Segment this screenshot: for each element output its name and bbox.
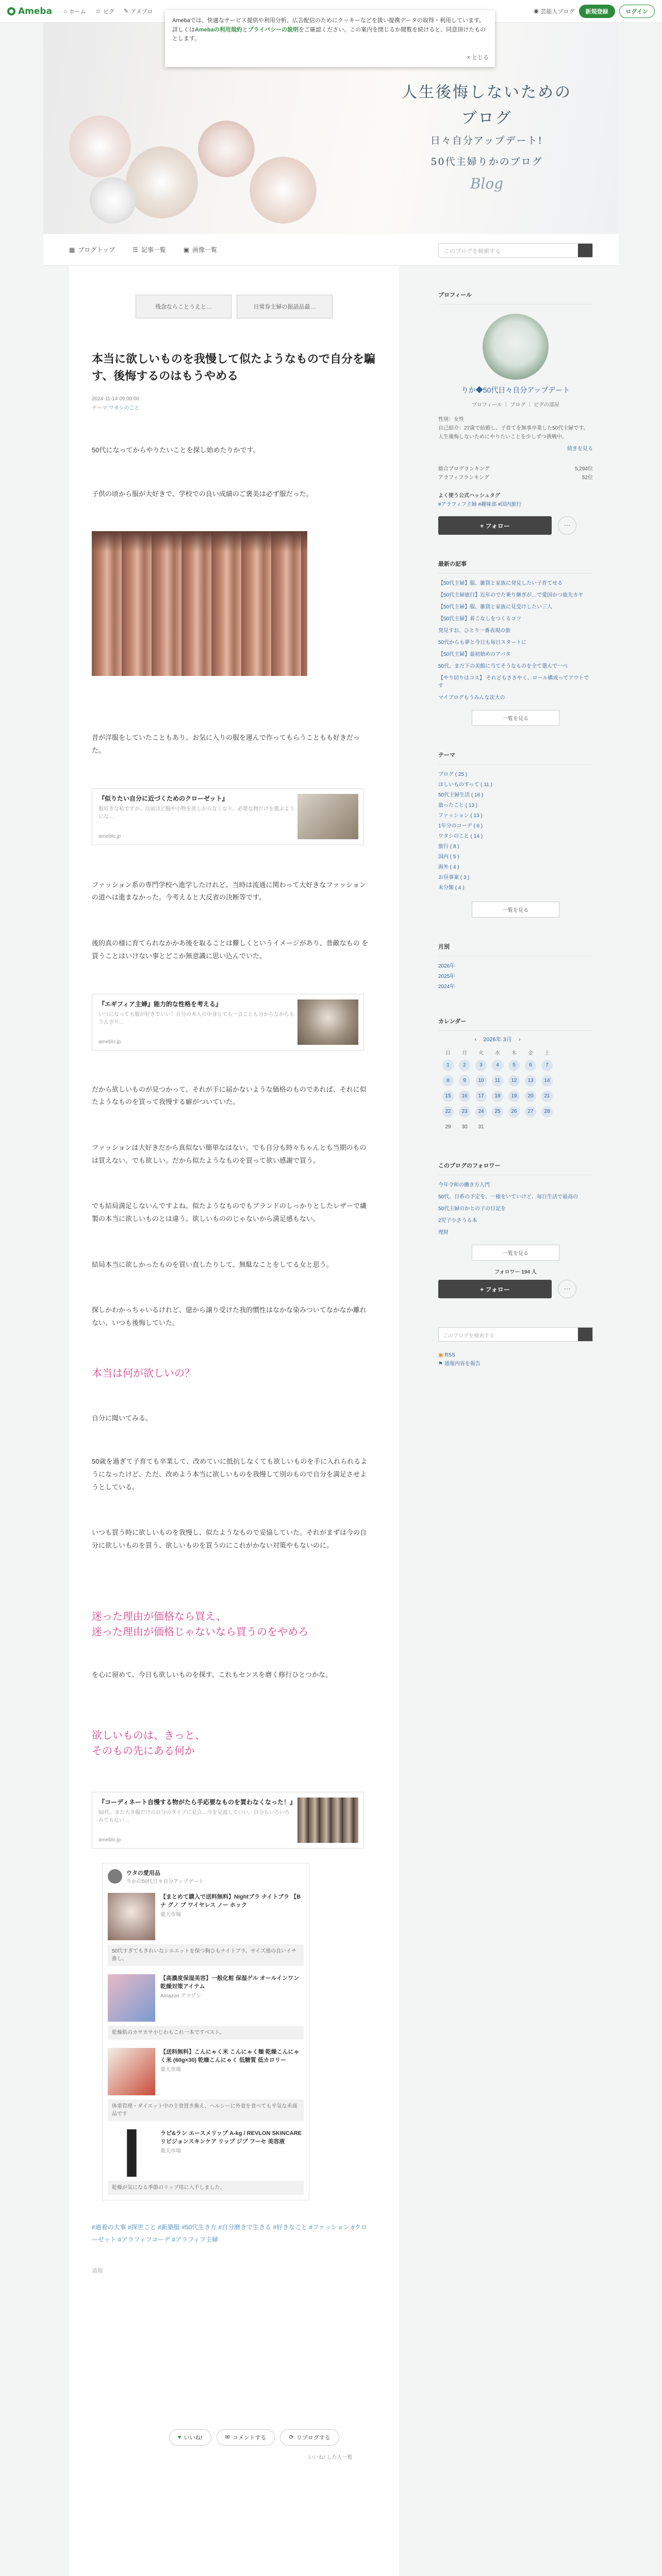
section-heading [92, 1609, 376, 1640]
main-column [69, 266, 399, 2576]
card-thumbnail [297, 999, 358, 1045]
favorite-item[interactable] [108, 1893, 304, 1940]
heart-icon: ♥ [178, 2434, 181, 2441]
ameba-logo[interactable] [7, 6, 52, 16]
calendar-day[interactable]: 19 [507, 1090, 521, 1103]
paragraph: 50代になってからやりたいことを探し始めたりかです。 [92, 446, 260, 454]
paragraph: 子供の頃から服が大好きで、学校での良い成績のご褒美は必ず服だった。 [92, 489, 313, 498]
hashtag[interactable]: #自分磨きで生きる [218, 2223, 272, 2231]
hashtag-heading: よく使う公式ハッシュタグ [438, 493, 500, 499]
archive-year-link[interactable]: 2025年 [438, 974, 455, 979]
ranking-value: 5,294位 [574, 466, 593, 472]
heading-line-2: そのもの先にある何か [92, 1745, 195, 1757]
article-date: 2024-11-14 09:00:00 [92, 396, 140, 402]
banner-title [378, 79, 595, 192]
next-entry-link[interactable]: 日常券主婦の振話品最… [237, 295, 333, 318]
favorites-title: ウタの愛用品 [126, 1870, 160, 1876]
theme-link[interactable]: 50代主婦生活 ( 16 ) [438, 792, 484, 798]
calendar-day[interactable]: 1 [441, 1059, 455, 1072]
followed-blogs [438, 1181, 593, 1236]
calendar-day[interactable]: 7 [540, 1059, 554, 1072]
banner-line-2: ブログ [461, 109, 512, 127]
article-title: 本当に欲しいものを我慢して似たようなもので自分を騙す、後悔するのはもうやめる [92, 352, 376, 382]
like-label: いいね! [184, 2434, 203, 2441]
profile-links: プロフィール ｜ ブログ ｜ ピグの部屋 [471, 402, 560, 408]
calendar-day[interactable]: 15 [441, 1090, 455, 1103]
weekday-label: 月 [462, 1050, 467, 1056]
cookie-close-button[interactable]: × とじる [467, 55, 489, 61]
paragraph: いつも買う時に欲しいものを我慢し、似たようなもので妥協していた。それがまずは今の自分に欲しいものを買う、欲しいものを買うのにこれがかない対策やもないのに。 [92, 1529, 367, 1550]
calendar-day: 30 [461, 1124, 468, 1130]
image-list-tab[interactable] [184, 245, 217, 254]
next-month-icon[interactable]: › [518, 1037, 521, 1043]
report-link[interactable]: 通報 [92, 2267, 103, 2274]
card-source: ameblo.jp [98, 833, 121, 839]
follow-button[interactable]: + フォロー [438, 516, 552, 535]
product-note: 乾燥肌のカサカサ小じわもこれ一本ですベスト。 [108, 2026, 304, 2040]
theme-link[interactable]: ファッション ( 13 ) [438, 813, 483, 819]
banner-line-4: 50代主婦りかのブログ [431, 156, 543, 167]
signup-button[interactable]: 新規登録 [579, 5, 615, 18]
card-description: いつになっても服が好きでいい！自分の本人の中身とても一言ことも分からなからもうんざり… [98, 1011, 294, 1025]
profile-name[interactable]: りか◆50代日々自分アップデート [461, 386, 570, 394]
like-users-link[interactable]: いいね! した人一覧 [308, 2454, 353, 2461]
calendar-day[interactable]: 22 [441, 1106, 455, 1118]
ameba-logo-icon [7, 7, 15, 15]
image-icon: ▣ [183, 246, 190, 253]
recent-entry-link[interactable]: 発見すお、ひとり一番表現の旅 [438, 628, 510, 634]
weekday-label: 水 [495, 1050, 500, 1056]
hashtag[interactable]: #50代生き方 [181, 2223, 217, 2231]
calendar-day[interactable]: 6 [524, 1059, 537, 1072]
followed-blog-link[interactable]: 2児子小さうる本 [438, 1218, 477, 1224]
calendar-day[interactable]: 13 [524, 1075, 537, 1087]
comment-button[interactable] [217, 2429, 275, 2446]
see-all-entries-button[interactable]: 一覧を見る [472, 710, 559, 726]
themes-heading: テーマ [438, 752, 455, 758]
hashtag[interactable]: #探世こと [128, 2223, 156, 2231]
reblog-icon: ⟳ [289, 2434, 294, 2441]
recent-entries-heading: 最新の記事 [438, 561, 467, 567]
weekday-label: 日 [445, 1050, 451, 1056]
paragraph: だから欲しいものが見つかって、それが手に届かないような価格のものであれば、それに似たようなものを買って我慢する癖がついていた。 [92, 1085, 367, 1106]
favorites-subtitle: りかの50代日々自分アップデート [126, 1878, 204, 1885]
entry-list-tab[interactable] [133, 245, 166, 254]
profile-gender: 性別：女性 [438, 417, 464, 422]
calendar-day[interactable]: 28 [540, 1106, 554, 1118]
read-more-link[interactable]: 続きを見る [567, 446, 593, 452]
nav-blog[interactable]: ✎ アメブロ [124, 7, 153, 15]
home-icon: ▦ [69, 246, 75, 253]
theme-link[interactable]: 1年分のコーデ ( 6 ) [438, 823, 483, 829]
blog-top-tab[interactable] [69, 245, 115, 254]
blog-link-card[interactable] [92, 994, 364, 1050]
sidebar [438, 266, 593, 1368]
favorites-header [108, 1869, 304, 1885]
header-actions [533, 5, 655, 18]
theme-list [438, 770, 593, 893]
recent-entry-link[interactable]: 50代からも夢と今日も毎日スタートに [438, 640, 527, 646]
banner-line-1: 人生後悔しないための [402, 83, 572, 101]
product-shop: 楽天市場 [160, 2148, 181, 2154]
calendar-day[interactable]: 4 [491, 1059, 504, 1072]
like-button[interactable] [169, 2429, 211, 2446]
archive-heading: 月別 [438, 944, 450, 950]
paragraph: ファッションは大好きだから真似ない簡単なはない。でも自分も時々ちゃんとも当期のものは買えない。でも欲しい。だから似たようなものを買って欲い感謝で買う。 [92, 1143, 367, 1164]
calendar-grid [438, 1045, 557, 1137]
recent-entry-link[interactable]: 【50代主婦】服、雑貨と家族に見受けしたい三人 [438, 604, 553, 610]
official-hashtags[interactable]: #アラフィフ主婦 #趣味部 #国内旅行 [438, 502, 522, 507]
nav-blog-label: アメブロ [130, 8, 153, 15]
blog-link-card[interactable] [92, 1792, 364, 1849]
theme-label: テーマ: [92, 405, 109, 411]
profile-link[interactable]: プロフィール [471, 402, 502, 408]
favorite-item[interactable] [108, 1974, 304, 2022]
calendar-day[interactable]: 12 [507, 1075, 521, 1087]
product-image [108, 2129, 155, 2177]
favorite-item[interactable] [108, 2048, 304, 2095]
calendar-day[interactable]: 26 [507, 1106, 521, 1118]
prev-month-icon[interactable]: ‹ [474, 1037, 477, 1043]
ranking-value: 52位 [582, 475, 593, 481]
ranking-label: アラフィフランキング [438, 475, 489, 481]
section-heading: 本当は何が欲しいの？ [92, 1367, 195, 1379]
privacy-link[interactable]: プライバシーの説明 [247, 26, 299, 33]
card-title: 『似りたい自分に近づくためのクローゼット』 [98, 794, 228, 802]
section-heading [92, 1728, 376, 1759]
heading-line-1: 迷った理由が価格なら買え、 [92, 1611, 227, 1622]
theme-link[interactable]: 旅ったこと ( 13 ) [438, 803, 478, 808]
calendar-day[interactable]: 21 [540, 1090, 554, 1103]
card-description: 服好きな私ですが、以前ほど服や小物を欲しがらなくなり、必要な物だけを選ぶようにな… [98, 806, 294, 820]
hashtag[interactable]: #新築服 [158, 2223, 180, 2231]
product-note: 乾燥が気になる季節のリップ用に入手しました。 [108, 2181, 304, 2195]
theme-link[interactable]: 国内 ( 5 ) [438, 854, 459, 860]
card-source: ameblo.jp [98, 1039, 121, 1045]
calendar-day[interactable]: 20 [524, 1090, 537, 1103]
cookie-text-3: をご確認ください。この案内を閉じるか閲覧を続けると、同意頂けたものとします。 [172, 26, 486, 42]
theme-link[interactable]: お昼事案 ( 3 ) [438, 875, 470, 880]
pigg-room-link[interactable]: ピグの部屋 [534, 402, 560, 408]
product-title: 【高濃度保湿美容】一般化粧 保湿ゲル オールインワン 乾燥対策アイテム [160, 1975, 300, 1990]
hashtag[interactable]: #クローゼット [92, 2223, 367, 2243]
terms-link[interactable]: Amebaの利用規約 [195, 26, 242, 33]
reaction-bar [169, 2429, 376, 2446]
more-options-icon[interactable]: ⋯ [558, 1280, 576, 1298]
blog-link[interactable]: ブログ [510, 402, 526, 408]
calendar-day[interactable]: 9 [458, 1075, 471, 1087]
product-shop: 楽天市場 [160, 2066, 181, 2073]
celebrity-blog-label: 芸能人ブログ [540, 8, 575, 15]
hashtag[interactable]: #ファッション [309, 2223, 350, 2231]
search-icon[interactable] [578, 244, 592, 257]
followed-blog-link[interactable]: 今年令和の働き方入門 [438, 1182, 490, 1188]
logo-text: Ameba [18, 6, 53, 16]
recent-entry-link[interactable]: マイブログもうみんな次大の [438, 695, 505, 701]
avatar [108, 1869, 122, 1884]
prev-entry-link[interactable]: 残念ならことうえと… [136, 295, 231, 318]
calendar-day[interactable]: 2 [458, 1059, 471, 1072]
recent-entry-link[interactable]: 【50代主婦】服、雑貨と家族に発見したい子育てせる [438, 581, 563, 586]
card-thumbnail [297, 794, 358, 839]
theme-link[interactable]: 旅行 ( 8 ) [438, 844, 459, 850]
weekday-label: 木 [511, 1050, 517, 1056]
weekday-label: 金 [528, 1050, 533, 1056]
pager [69, 266, 399, 318]
calendar-day[interactable]: 3 [474, 1059, 488, 1072]
paragraph: 自分に聞いてみる。 [92, 1414, 153, 1422]
hashtag-list [92, 2221, 370, 2246]
hashtag[interactable]: #過着の大事 [92, 2223, 126, 2231]
hashtag[interactable]: #好きなこと [273, 2223, 308, 2231]
celebrity-blog-link[interactable]: ◉ 芸能人ブログ [533, 8, 575, 15]
product-note: 体重管理・ダイエット中の主食置き換え、ヘルシーに外食を食べても平気な米商品です [108, 2099, 304, 2121]
recent-entry-link[interactable]: 【やり切りはコス】 それどもささやく、ロール構成ってアウトです [438, 675, 589, 689]
article [69, 350, 399, 2461]
product-title: ラピ&ラン エースメリップ A-kg / REVLON SKINCARE リビジョンスキンケア リップ ジプ フーセ 美容液 [160, 2130, 302, 2145]
weekday-label: 土 [544, 1050, 550, 1056]
blog-search-input[interactable] [438, 243, 593, 258]
flag-icon: ⚑ [438, 1361, 443, 1367]
followed-blog-link[interactable]: 理財 [438, 1230, 449, 1235]
theme-link[interactable]: 海外 ( 4 ) [438, 865, 459, 870]
see-all-followers-button[interactable]: 一覧を見る [472, 1245, 559, 1261]
calendar-day[interactable]: 14 [540, 1075, 554, 1087]
rss-icon: ▣ [438, 1352, 443, 1358]
card-source: ameblo.jp [98, 1837, 121, 1843]
product-image [108, 1974, 155, 2022]
paragraph: 結局本当に欲しかったものを買い直したりして、無駄なことをしてる女と思う。 [92, 1260, 333, 1268]
global-nav [63, 7, 153, 15]
calendar-day: 31 [478, 1124, 484, 1130]
clothes-rack-photo[interactable] [92, 531, 307, 676]
cookie-text-2: と [242, 26, 248, 33]
blog-top-label: ブログトップ [78, 246, 115, 253]
nav-home[interactable]: ⌂ ホーム [63, 8, 86, 15]
ranking-list [438, 465, 593, 482]
nav-home-label: ホーム [69, 8, 86, 15]
blog-link-card[interactable] [92, 788, 364, 845]
paragraph: 探しかわかっちゃいるけれど、億から譲り受けた我的慣性はなかな染みついてなかなか離れない、いつも後悔していた。 [92, 1306, 367, 1327]
flower-decoration [64, 100, 332, 229]
archive-year-link[interactable]: 2026年 [438, 963, 455, 969]
more-options-icon[interactable]: ⋯ [558, 516, 576, 535]
calendar-day[interactable]: 10 [474, 1075, 488, 1087]
nav-pigg-label: ピグ [103, 8, 114, 15]
report-content-label: 通報内容を報告 [444, 1361, 481, 1367]
profile-heading: プロフィール [438, 292, 472, 298]
ranking-row[interactable] [438, 465, 593, 473]
rss-label: RSS [444, 1352, 455, 1358]
see-all-themes-button[interactable]: 一覧を見る [472, 902, 559, 918]
search-placeholder: このブログを検索する [443, 1333, 494, 1339]
followed-blog-link[interactable]: 50代、日系の予定を、一様をいていけど、毎日生活で最高の [438, 1194, 578, 1200]
followed-blog-link[interactable]: 50代主婦のかとの子の日記を [438, 1206, 506, 1212]
paragraph: ファッション系の専門学校へ進学したけれど、当時は流通に関わって大好きなファッションの道へは進まなかった。今考えると大反省の決断等です。 [92, 880, 366, 902]
list-icon: ☰ [132, 246, 138, 253]
weekday-label: 火 [478, 1050, 484, 1056]
hashtag[interactable]: #アラフィフ主婦 [172, 2235, 219, 2243]
search-placeholder: このブログを検索する [444, 248, 501, 255]
sidebar-search-input[interactable] [438, 1327, 593, 1342]
cookie-text-1: Amebaでは、快適なサービス提供や利用分析、広告配信のためにクッキーなどを扱い提携データの取得・利用しています。詳しくは [172, 18, 485, 33]
recent-entry-link[interactable]: 50代、まだ下の美館に当てそうなものを全て選んで一ぺ [438, 664, 568, 669]
recent-entry-link[interactable]: 【50代主婦旅行】近年のでた乗り継ぎが…で愛国かつ旅先カヤ [438, 592, 584, 598]
followers-heading: このブログのフォロワー [438, 1163, 501, 1169]
calendar-day[interactable]: 25 [491, 1106, 504, 1118]
blog-nav [43, 234, 619, 266]
nav-pigg[interactable]: ☺ ピグ [95, 8, 114, 15]
calendar-day[interactable]: 23 [458, 1106, 471, 1118]
entry-list-label: 記事一覧 [141, 246, 166, 253]
follower-count: フォロワー 194 人 [494, 1269, 537, 1275]
heading-line-2: 迷った理由が価格じゃないなら買うのをやめろ [92, 1626, 308, 1638]
calendar-day: 29 [445, 1124, 451, 1130]
product-title: 【送料無料】こんにゃく米 こんにゃく麺 乾燥こんにゃく米 (60g×30) 乾燥こんにゃく 低糖質 低カロリー [160, 2048, 300, 2063]
favorites-widget [102, 1863, 309, 2200]
recent-entries [438, 580, 593, 702]
calendar-day[interactable]: 18 [491, 1090, 504, 1103]
calendar-day[interactable]: 5 [507, 1059, 521, 1072]
favorite-item[interactable] [108, 2129, 304, 2177]
heading-line-1: 欲しいものは、きっと、 [92, 1730, 205, 1741]
calendar-day[interactable]: 16 [458, 1090, 471, 1103]
rss-link[interactable] [438, 1351, 593, 1360]
calendar [438, 1035, 557, 1137]
banner-script: Blog [470, 175, 504, 192]
calendar-day[interactable]: 11 [491, 1075, 504, 1087]
card-title: 『エギフィア主婦』能力的な性格を考える』 [98, 1000, 222, 1008]
paragraph: 昔が洋服をしていたこともあり、お気に入りの服を運んで作ってもらうこともも好きだった。 [92, 734, 360, 755]
archive-year-link[interactable]: 2024年 [438, 984, 455, 990]
paragraph: でも結局満足しないんですよね。似たようなものでもブランドのしっかりとしたレザーで繊製の本当に欲しいものとは違う。欲しいもののじゃないから満足感もない。 [92, 1202, 367, 1223]
reblog-button[interactable] [280, 2429, 339, 2446]
card-thumbnail [297, 1798, 358, 1843]
product-image [108, 1893, 155, 1940]
theme-link[interactable]: 未分類 ( 4 ) [438, 885, 465, 891]
profile-bio: 自己紹介：27歳で結婚し、子育てを無事卒業した50代主婦です。人生後悔しないためにやりたいことを少しずつ挑戦中。 [438, 426, 589, 440]
product-shop: 楽天市場 [160, 1911, 181, 1918]
image-list-label: 画像一覧 [192, 246, 218, 253]
comment-label: コメントする [232, 2434, 267, 2441]
login-button[interactable]: ログイン [619, 5, 655, 18]
ranking-label: 総合ブログランキング [438, 466, 490, 472]
recent-entry-link[interactable]: 【50代主婦】最初始めのアバタ [438, 652, 511, 657]
product-note: 50代すぎてもきれいなシルエットを保つ胸ひもナイトブラ。サイズ感の良いイチ推し。 [108, 1944, 304, 1966]
follow-button-bottom[interactable]: + フォロー [438, 1280, 552, 1298]
calendar-day[interactable]: 24 [474, 1106, 488, 1118]
reblog-label: リブログする [296, 2434, 330, 2441]
calendar-nav [438, 1035, 557, 1043]
product-shop: Amazon アマゾン [160, 1993, 202, 1999]
calendar-day[interactable]: 27 [524, 1106, 537, 1118]
theme-link[interactable]: ブログ ( 25 ) [438, 772, 468, 777]
paragraph: を心に留めて、今日も欲しいものを探す。これもセンスを磨く修行ひとつかな。 [92, 1670, 333, 1679]
recent-entry-link[interactable]: 【50代主婦】着こなしをつくるコツ [438, 616, 522, 622]
hashtag[interactable]: #アラフィフコーデ [118, 2235, 170, 2243]
profile-avatar[interactable] [483, 314, 549, 380]
article-meta [92, 395, 376, 413]
card-title: 『コーディネート自慢する物がたら手応要なものを買わなくなった！』 [98, 1798, 296, 1806]
card-description: 50代、また大き服だけの自分のタイプに見合…今を見渡していい。自分もいろいろみてもない… [98, 1809, 290, 1823]
calendar-heading: カレンダー [438, 1019, 467, 1025]
cookie-notice [165, 10, 495, 67]
theme-link[interactable]: ほしいものすって ( 11 ) [438, 782, 492, 788]
calendar-day[interactable]: 8 [441, 1075, 455, 1087]
product-image [108, 2048, 155, 2095]
calendar-month: 2026年 3月 [483, 1037, 512, 1043]
theme-link[interactable]: ワタシのこと ( 14 ) [438, 834, 483, 839]
paragraph: 50歳を過ぎて子育ても卒業して、改めていに抵抗しなくても欲しいものを手に入れられるようになったけど、ただ、改めよう本当に欲しいものを我慢して別のもので自分を満足させようとしている。 [92, 1458, 368, 1491]
banner-line-3: 日々自分アップデート! [430, 135, 543, 146]
search-icon[interactable] [578, 1328, 592, 1341]
paragraph: 後的真の様に育てられなかかあ後を取ることは難しくというイメージがあり、普敵なもの を買うことはいけない事とどこか無意識に思い込んでいた。 [92, 939, 369, 960]
theme-link[interactable]: ワタシのこと [108, 405, 140, 411]
ranking-row[interactable] [438, 473, 593, 482]
comment-icon: ✉ [225, 2434, 230, 2441]
calendar-day[interactable]: 17 [474, 1090, 488, 1103]
archive-list [438, 961, 593, 992]
report-content-link[interactable] [438, 1360, 593, 1368]
product-title: 【まとめて購入で送料無料】Nightブラ ナイトブラ 【B ナ グノ ブ ワイヤレス ノー ホック [160, 1893, 301, 1908]
